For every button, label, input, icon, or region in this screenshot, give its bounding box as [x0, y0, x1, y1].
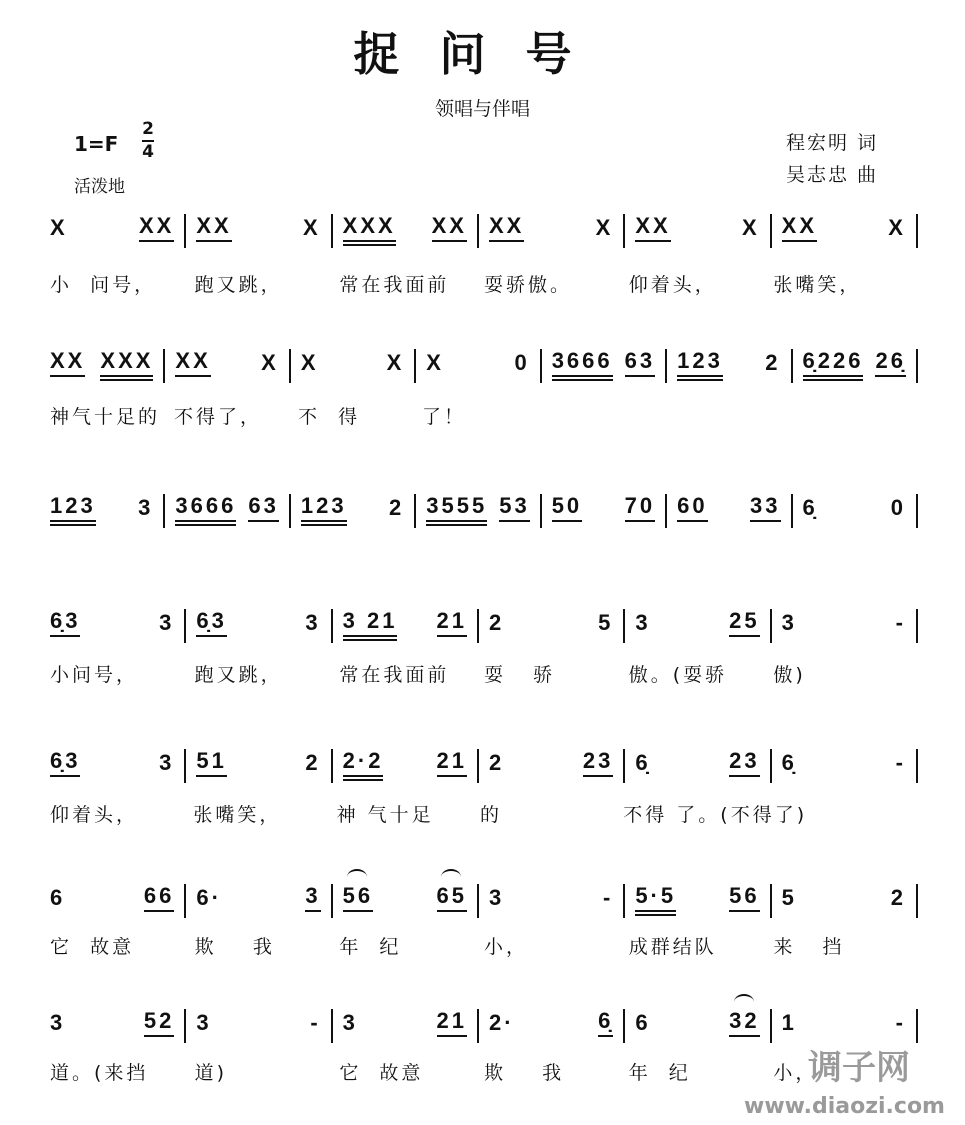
note-group: 51	[196, 750, 226, 777]
tempo-marking: 活泼地	[74, 177, 125, 197]
measure	[165, 494, 290, 528]
measure	[542, 349, 667, 383]
lyric-segment: 欺 我	[484, 1062, 565, 1084]
note-group: -	[895, 610, 906, 635]
note-group: X	[426, 350, 444, 375]
lyric-segment: 小，	[484, 936, 529, 958]
note-group: XX	[175, 350, 210, 377]
note-group: X	[888, 215, 906, 240]
note-group: 56	[343, 885, 373, 912]
lyric-segment: 傲。(耍骄	[628, 664, 728, 686]
measure	[416, 494, 541, 528]
note-group: 3	[50, 1010, 66, 1035]
lyric-segment: 它 故意	[339, 1062, 424, 1084]
measure	[165, 349, 290, 383]
lyric-segment: 成群结队	[628, 936, 717, 958]
staff-row	[50, 603, 918, 643]
note-group: 3555	[426, 495, 487, 522]
note-group: 0	[890, 495, 906, 520]
lyricist: 程宏明 词	[786, 132, 879, 154]
note-group: XXX	[100, 350, 153, 377]
note-group: 2·	[488, 1010, 515, 1035]
lyric-segment: 小 问号，	[50, 274, 157, 296]
note-group: 63	[248, 495, 278, 522]
note-group: 123	[301, 495, 347, 522]
measure	[416, 349, 541, 383]
lyrics-row	[50, 1058, 918, 1085]
note-group: 32	[729, 1010, 759, 1037]
measure	[667, 349, 792, 383]
measure	[50, 1009, 186, 1043]
staff-row	[50, 743, 918, 783]
measure	[186, 749, 332, 783]
note-group: 2	[488, 610, 505, 635]
measure	[186, 1009, 332, 1043]
note-group: XX	[432, 215, 467, 242]
measure	[772, 884, 918, 918]
note-group: 6̣3	[196, 610, 226, 637]
note-group: XX	[782, 215, 817, 242]
measure	[542, 494, 667, 528]
note-group: 3 21	[343, 610, 398, 637]
measure	[50, 609, 186, 643]
note-group: 6̣3	[50, 610, 80, 637]
note-group: 66	[144, 885, 174, 912]
note-group: 6̣3	[50, 750, 80, 777]
time-top: 2	[142, 119, 154, 139]
measure	[772, 749, 918, 783]
lyric-segment: 小，	[773, 1062, 818, 1084]
note-group: 65	[437, 885, 467, 912]
note-group: 6̣226	[803, 350, 864, 377]
lyric-segment: 耍骄傲。	[484, 274, 573, 296]
note-group: XX	[50, 350, 85, 377]
note-group: 53	[499, 495, 529, 522]
measure	[772, 609, 918, 643]
staff-row	[50, 1003, 918, 1043]
note-group: 3	[342, 1010, 358, 1035]
lyric-segment: 不 得	[298, 406, 361, 428]
note-group: XX	[196, 215, 231, 242]
note-group: XX	[635, 215, 670, 242]
measure	[625, 1009, 771, 1043]
lyric-segment: 常在我面前	[339, 664, 450, 686]
note-group: 2	[765, 350, 781, 375]
lyric-segment: 小问号，	[50, 664, 139, 686]
measure	[50, 214, 186, 248]
lyrics-row	[50, 402, 918, 429]
note-group: 2	[488, 750, 505, 775]
note-group: X	[300, 350, 319, 375]
subtitle: 领唱与伴唱	[434, 98, 530, 120]
note-group: 63	[625, 350, 655, 377]
note-group: 70	[625, 495, 655, 522]
staff-row	[50, 878, 918, 918]
note-group: 3	[305, 885, 320, 912]
measure	[625, 884, 771, 918]
measure	[479, 749, 625, 783]
note-group: XXX	[343, 215, 396, 242]
note-group: 123	[50, 495, 96, 522]
measure	[772, 214, 918, 248]
note-group: 3	[159, 750, 175, 775]
measure	[479, 884, 625, 918]
note-group: 33	[750, 495, 780, 522]
note-group: -	[895, 1010, 906, 1035]
lyrics-row	[50, 660, 918, 687]
note-group: 2	[890, 885, 906, 910]
note-group: 5·5	[635, 885, 676, 912]
lyric-segment: 道)	[194, 1062, 228, 1084]
note-group: 6̣	[635, 750, 651, 775]
measure	[50, 884, 186, 918]
lyric-segment: 欺 我	[194, 936, 275, 958]
note-group: 52	[144, 1010, 174, 1037]
note-group: 1	[781, 1010, 797, 1035]
note-group: 3666	[175, 495, 236, 522]
measure	[186, 609, 332, 643]
note-group: X	[302, 215, 321, 240]
note-group: X	[741, 215, 760, 240]
key-signature: 1=F	[74, 132, 119, 156]
note-group: 3	[635, 610, 651, 635]
lyric-segment: 神气十足的	[50, 406, 161, 428]
measure	[333, 214, 479, 248]
note-group: -	[895, 750, 906, 775]
lyric-segment: 张嘴笑，	[773, 274, 862, 296]
note-group: 2	[305, 750, 321, 775]
note-group: XX	[139, 215, 174, 242]
note-group: X	[50, 215, 68, 240]
staff-row	[50, 488, 918, 528]
measure	[625, 214, 771, 248]
lyric-segment: 常在我面前	[339, 274, 450, 296]
lyric-segment: 跑又跳，	[194, 274, 283, 296]
note-group: 50	[552, 495, 582, 522]
measure	[50, 494, 165, 528]
note-group: 6̣	[598, 1010, 613, 1037]
staff-row	[50, 208, 918, 248]
lyric-segment: 的	[479, 804, 502, 826]
lyric-segment: 仰着头，	[628, 274, 717, 296]
measure	[479, 214, 625, 248]
lyric-segment: 了)	[774, 804, 808, 826]
measure	[186, 214, 332, 248]
note-group: 6	[50, 885, 66, 910]
lyric-segment	[670, 402, 794, 429]
lyrics-row	[50, 800, 918, 827]
note-group: 3	[159, 610, 175, 635]
measure	[333, 1009, 479, 1043]
note-group: -	[602, 885, 614, 910]
lyric-segment: 仰着头，	[50, 804, 139, 826]
note-group: 3	[138, 495, 154, 520]
measure	[186, 884, 332, 918]
lyric-segment: 神 气十足	[336, 804, 434, 826]
note-group: 21	[437, 1010, 467, 1037]
note-group: 5	[598, 610, 614, 635]
note-group: 25	[729, 610, 759, 637]
lyric-segment: 道。(来挡	[50, 1062, 149, 1084]
note-group: 3	[781, 610, 797, 635]
note-group: X	[595, 215, 614, 240]
measure	[291, 494, 416, 528]
note-group: 6	[635, 1010, 651, 1035]
measure	[333, 749, 479, 783]
note-group: 56	[729, 885, 759, 912]
measure	[667, 494, 792, 528]
lyric-segment: 年 纪	[339, 936, 402, 958]
note-group: 6·	[196, 885, 222, 910]
lyrics-row	[50, 270, 918, 297]
measure	[625, 609, 771, 643]
note-group: 6̣	[802, 495, 818, 520]
watermark-logo: 调子网	[808, 1048, 910, 1088]
note-group: 60	[677, 495, 707, 522]
note-group: 3666	[552, 350, 613, 377]
lyrics-row	[50, 932, 918, 959]
note-group: -	[310, 1010, 321, 1035]
note-group: 123	[677, 350, 723, 377]
measure	[50, 749, 186, 783]
note-group: X	[261, 350, 279, 375]
song-title: 捉问号	[353, 27, 612, 81]
lyric-segment: 它 故意	[50, 936, 135, 958]
lyric-segment: 了！	[422, 406, 467, 428]
measure	[793, 349, 918, 383]
note-group: 3	[196, 1010, 212, 1035]
note-group: 21	[437, 610, 467, 637]
lyric-segment: 耍 骄	[484, 664, 556, 686]
measure	[333, 609, 479, 643]
lyric-segment: 来 挡	[773, 936, 845, 958]
time-bottom: 4	[142, 142, 154, 162]
note-group: 26̣	[875, 350, 905, 377]
watermark-url: www.diaozi.com	[744, 1094, 945, 1119]
measure	[479, 609, 625, 643]
measure	[772, 1009, 918, 1043]
note-group: 23	[583, 750, 613, 777]
lyric-segment: 傲)	[773, 664, 806, 686]
note-group: 2	[389, 495, 405, 520]
note-group: 23	[729, 750, 759, 777]
note-group: 6̣	[781, 750, 797, 775]
measure	[333, 884, 479, 918]
note-group: X	[386, 350, 405, 375]
note-group: 5	[781, 885, 797, 910]
lyric-segment	[794, 402, 918, 429]
measure	[479, 1009, 625, 1043]
lyric-segment: 年 纪	[628, 1062, 691, 1084]
time-signature	[142, 120, 154, 162]
measure	[625, 749, 771, 783]
lyric-segment: 跑又跳，	[194, 664, 283, 686]
note-group: 0	[514, 350, 530, 375]
note-group: 2·2	[343, 750, 384, 777]
note-group: XX	[489, 215, 524, 242]
composer: 吴志忠 曲	[786, 164, 879, 186]
lyric-segment: 不得 了。(不得	[623, 804, 775, 826]
measure	[793, 494, 918, 528]
measure	[291, 349, 416, 383]
lyric-segment: 张嘴笑，	[193, 804, 282, 826]
measure	[50, 349, 165, 383]
lyric-segment: 不得了，	[174, 406, 263, 428]
note-group: 3	[305, 610, 321, 635]
note-group: 21	[437, 750, 467, 777]
staff-row	[50, 343, 918, 383]
note-group: 3	[488, 885, 505, 910]
lyric-segment	[546, 402, 670, 429]
